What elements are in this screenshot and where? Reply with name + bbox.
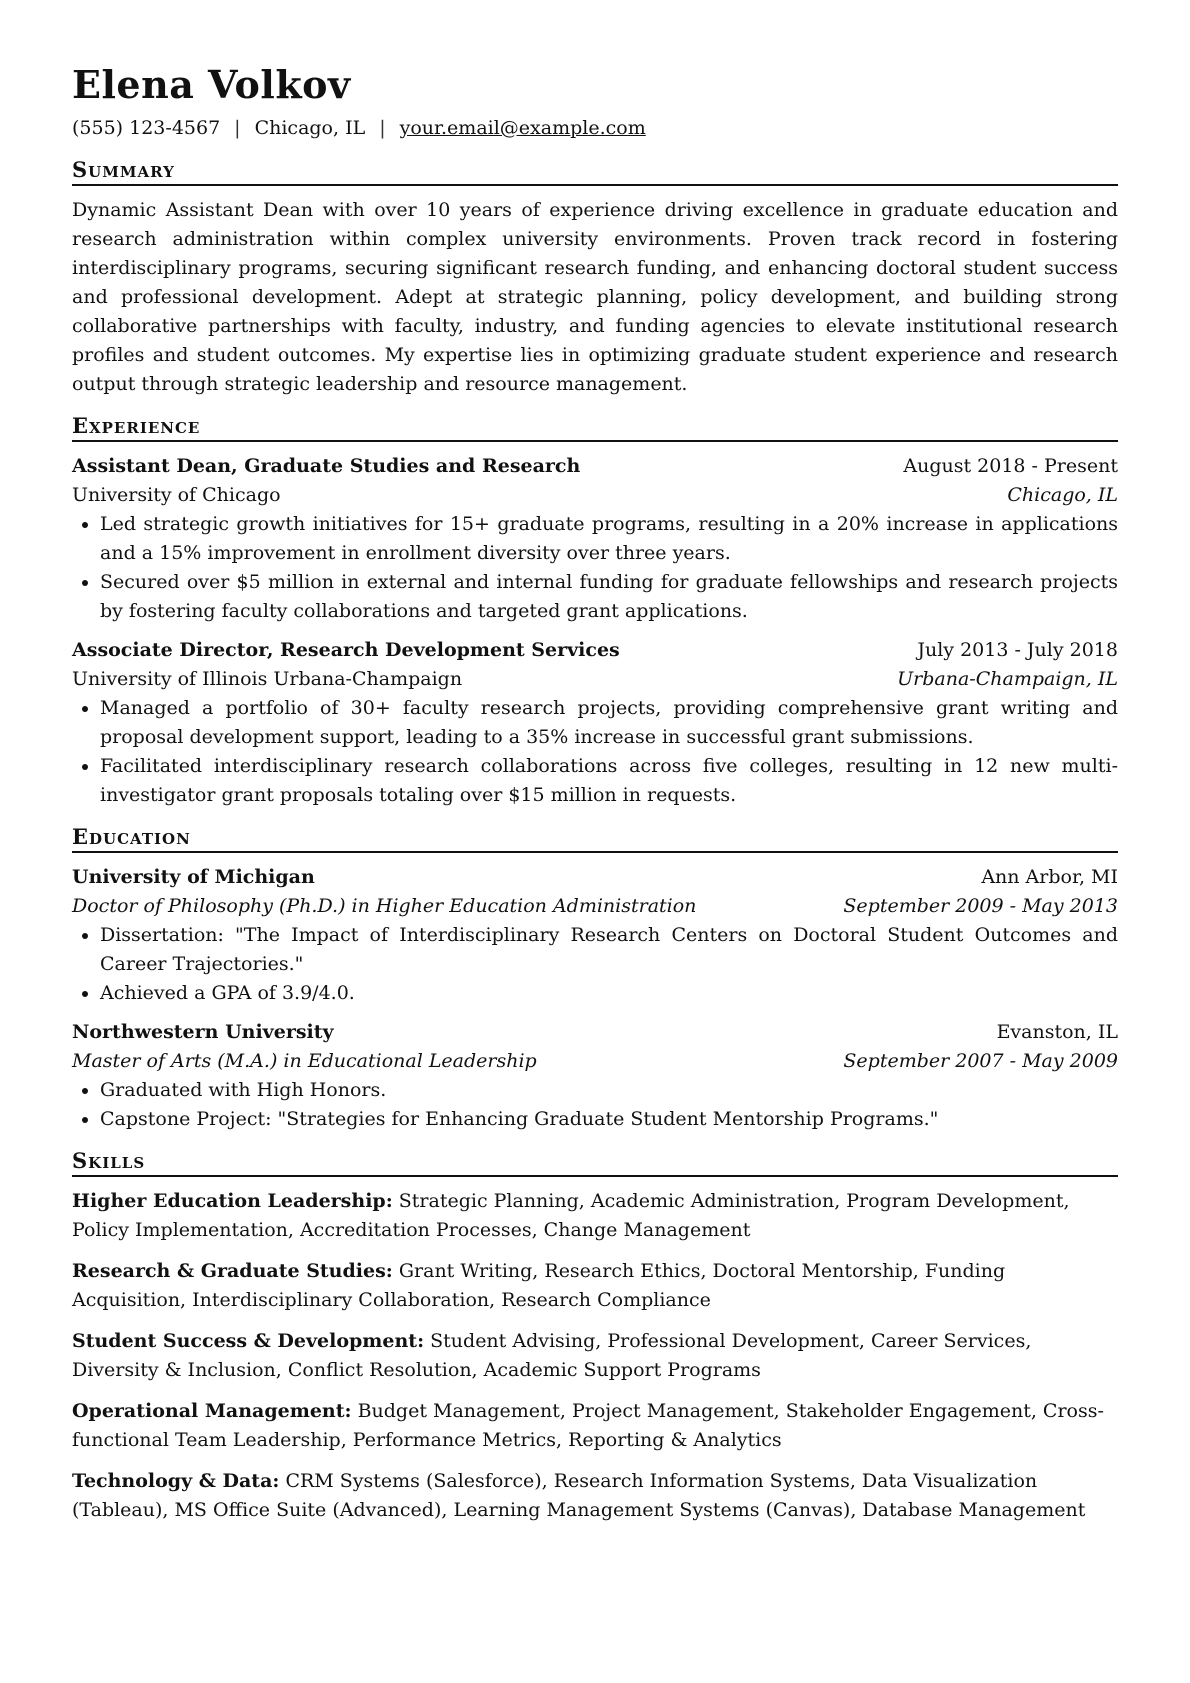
skill-list: Strategic Planning, Academic Administration, Program Development, Policy Implementation, Accreditation Processes, Change Management xyxy=(72,1190,1070,1241)
degree: Master of Arts (M.A.) in Educational Leadership xyxy=(72,1050,537,1072)
contact-separator: | xyxy=(379,117,386,139)
school-name: Northwestern University xyxy=(72,1021,334,1043)
skill-group xyxy=(72,1467,1118,1525)
job-bullets xyxy=(72,694,1118,810)
location: Chicago, IL xyxy=(254,117,366,139)
education-bullets xyxy=(72,1076,1118,1134)
bullet-item: • Facilitated interdisciplinary research collaborations across five colleges, resulting in 12 new multi-investigator grant proposals totaling over $15 million in requests. xyxy=(100,752,1118,810)
skill-list: CRM Systems (Salesforce), Research Information Systems, Data Visualization (Tableau), MS Office Suite (Advanced), Learning Management Systems (Canvas), Database Management xyxy=(72,1470,1086,1521)
skill-group xyxy=(72,1187,1118,1245)
experience-heading: Experience xyxy=(72,413,1118,442)
education-heading: Education xyxy=(72,824,1118,853)
skill-list: Budget Management, Project Management, Stakeholder Engagement, Cross-functional Team Leadership, Performance Metrics, Reporting & Analytics xyxy=(72,1400,1104,1451)
job-dates: July 2013 - July 2018 xyxy=(917,639,1118,661)
school-name: University of Michigan xyxy=(72,866,315,888)
phone-number: (555) 123-4567 xyxy=(72,117,221,139)
skill-group xyxy=(72,1327,1118,1385)
education-dates: September 2007 - May 2009 xyxy=(843,1050,1118,1072)
job-title: Associate Director, Research Development Services xyxy=(72,639,620,661)
bullet-item: • Achieved a GPA of 3.9/4.0. xyxy=(100,979,1118,1008)
contact-line xyxy=(72,117,1118,139)
job-bullets xyxy=(72,510,1118,626)
skills-heading: Skills xyxy=(72,1148,1118,1177)
employer: University of Illinois Urbana-Champaign xyxy=(72,668,463,690)
email-link[interactable]: your.email@example.com xyxy=(399,117,646,139)
degree: Doctor of Philosophy (Ph.D.) in Higher Education Administration xyxy=(72,895,697,917)
education-entry xyxy=(72,863,1118,1008)
skill-group xyxy=(72,1257,1118,1315)
school-location: Ann Arbor, MI xyxy=(981,866,1118,888)
skill-label: Research & Graduate Studies: xyxy=(72,1260,393,1282)
experience-entry xyxy=(72,636,1118,810)
candidate-name: Elena Volkov xyxy=(72,62,351,107)
education-entry xyxy=(72,1018,1118,1134)
bullet-item: • Capstone Project: "Strategies for Enhancing Graduate Student Mentorship Programs." xyxy=(100,1105,1118,1134)
skill-label: Student Success & Development: xyxy=(72,1330,425,1352)
employer: University of Chicago xyxy=(72,484,281,506)
summary-text: Dynamic Assistant Dean with over 10 years of experience driving excellence in graduate education and research administration within complex university environments. Proven track record in fostering interdisciplinary programs, securing significant research funding, and enhancing doctoral student success and professional development. Adept at strategic planning, policy development, and building strong collaborative partnerships with faculty, industry, and funding agencies to elevate institutional research profiles and student outcomes. My expertise lies in optimizing graduate student experience and research output through strategic leadership and resource management. xyxy=(72,199,1118,395)
school-location: Evanston, IL xyxy=(996,1021,1118,1043)
job-location: Urbana-Champaign, IL xyxy=(897,668,1118,690)
skill-list: Grant Writing, Research Ethics, Doctoral Mentorship, Funding Acquisition, Interdisciplinary Collaboration, Research Compliance xyxy=(72,1260,1006,1311)
bullet-item: • Graduated with High Honors. xyxy=(100,1076,1118,1105)
skill-list: Student Advising, Professional Development, Career Services, Diversity & Inclusion, Conflict Resolution, Academic Support Programs xyxy=(72,1330,1032,1381)
bullet-item: • Managed a portfolio of 30+ faculty research projects, providing comprehensive grant writing and proposal development support, leading to a 35% increase in successful grant submissions. xyxy=(100,694,1118,752)
bullet-item: • Led strategic growth initiatives for 15+ graduate programs, resulting in a 20% increase in applications and a 15% improvement in enrollment diversity over three years. xyxy=(100,510,1118,568)
contact-separator: | xyxy=(234,117,241,139)
education-bullets xyxy=(72,921,1118,1008)
skill-label: Operational Management: xyxy=(72,1400,352,1422)
job-title: Assistant Dean, Graduate Studies and Research xyxy=(72,455,581,477)
skill-group xyxy=(72,1397,1118,1455)
job-location: Chicago, IL xyxy=(1007,484,1118,506)
skill-label: Technology & Data: xyxy=(72,1470,280,1492)
bullet-item: • Secured over $5 million in external and internal funding for graduate fellowships and research projects by fostering faculty collaborations and targeted grant applications. xyxy=(100,568,1118,626)
skill-label: Higher Education Leadership: xyxy=(72,1190,393,1212)
education-dates: September 2009 - May 2013 xyxy=(843,895,1118,917)
bullet-item: • Dissertation: "The Impact of Interdisciplinary Research Centers on Doctoral Student Outcomes and Career Trajectories." xyxy=(100,921,1118,979)
experience-entry xyxy=(72,452,1118,626)
job-dates: August 2018 - Present xyxy=(903,455,1118,477)
summary-heading: Summary xyxy=(72,157,1118,186)
